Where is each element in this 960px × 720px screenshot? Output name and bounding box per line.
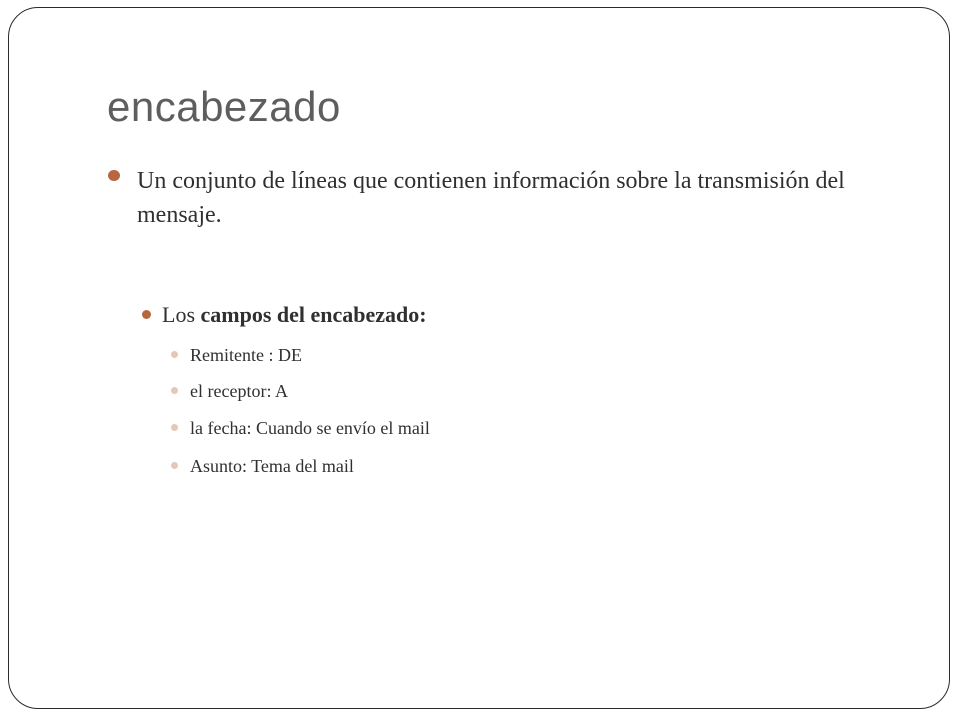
- field-item-receptor: el receptor: A: [190, 381, 288, 401]
- bullet-dot-icon: [108, 170, 120, 181]
- field-item-remitente: Remitente : DE: [190, 345, 302, 365]
- sub-bullet-dot-icon: [142, 310, 151, 319]
- bullet-main-text: Un conjunto de líneas que contienen información sobre la transmisión del mensaje.: [137, 168, 845, 228]
- field-bullet-dot-icon: [171, 424, 178, 431]
- field-bullet-dot-icon: [171, 387, 178, 394]
- field-bullet-dot-icon: [171, 462, 178, 469]
- sub-bullet-bold: campos del encabezado:: [200, 302, 427, 327]
- sub-bullet-text: [162, 300, 427, 330]
- field-bullet-dot-icon: [171, 351, 178, 358]
- field-item-asunto: Asunto: Tema del mail: [190, 456, 354, 476]
- slide-title: encabezado: [107, 83, 341, 130]
- field-item-fecha: la fecha: Cuando se envío el mail: [190, 418, 430, 438]
- sub-bullet-prefix: Los: [162, 302, 201, 327]
